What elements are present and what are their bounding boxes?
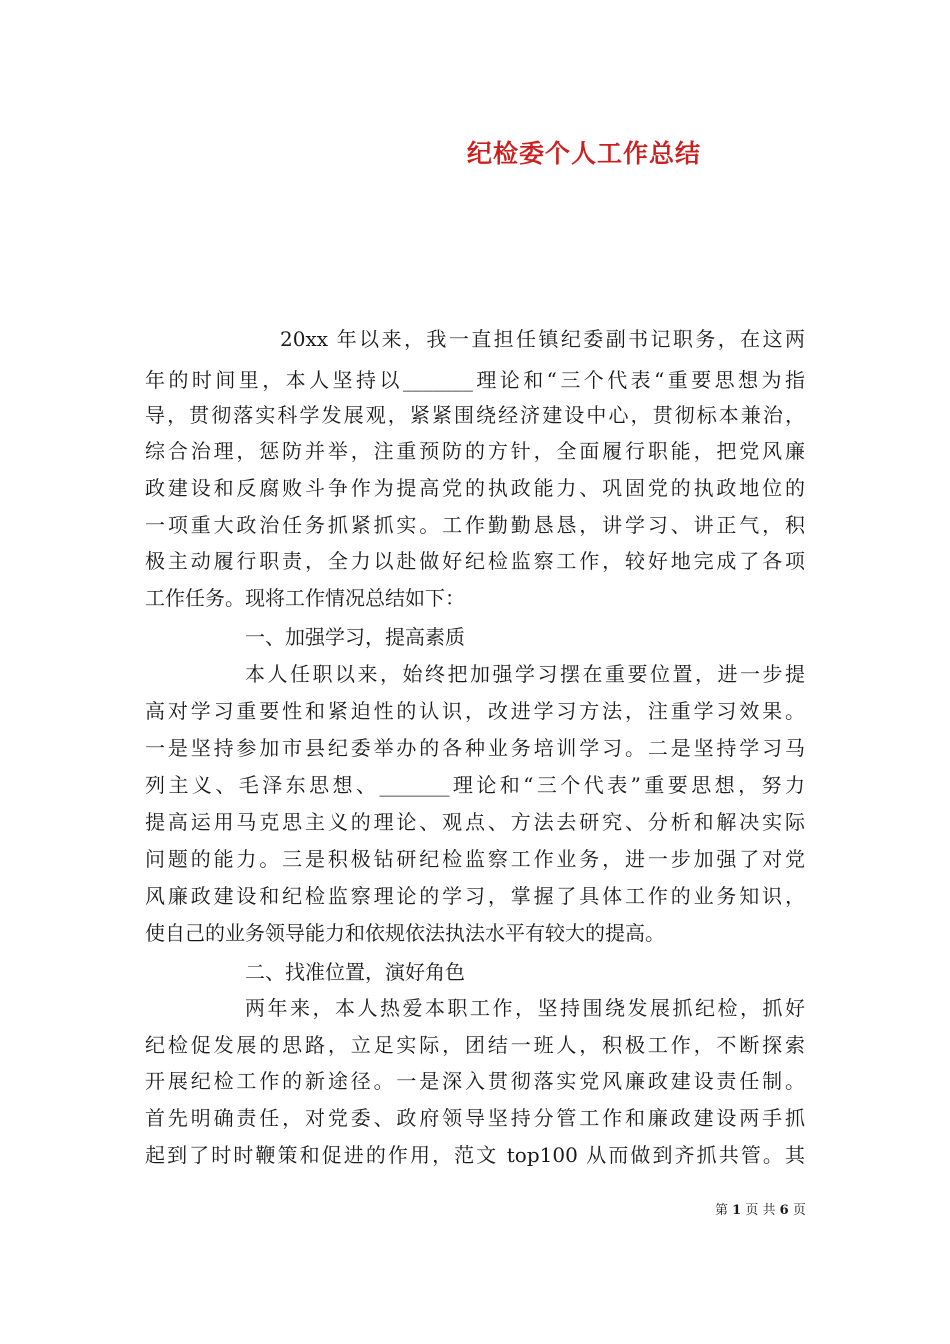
body-line: 政建设和反腐败斗争作为提高党的执政能力、巩固党的执政地位的 [145, 476, 805, 500]
body-line: 导，贯彻落实科学发展观，紧紧围绕经济建设中心，贯彻标本兼治， [145, 403, 805, 427]
body-line: 首先明确责任，对党委、政府领导坚持分管工作和廉政建设两手抓 [145, 1106, 805, 1130]
body-line: 综合治理，惩防并举，注重预防的方针，全面履行职能，把党风廉 [145, 439, 805, 463]
body-line: 起到了时时鞭策和促进的作用，范文 top100 从而做到齐抓共管。其 [145, 1143, 805, 1167]
body-line: 年的时间里，本人坚持以_______理论和“三个代表“重要思想为指 [145, 368, 805, 392]
body-line: 一项重大政治任务抓紧抓实。工作勤勤恳恳，讲学习、讲正气，积 [145, 513, 805, 537]
footer-prefix: 第 [715, 1203, 729, 1218]
section-heading-1: 一、加强学习，提高素质 [245, 625, 465, 649]
footer-middle: 页 共 [745, 1203, 776, 1218]
body-line: 纪检促发展的思路，立足实际，团结一班人，积极工作，不断探索 [145, 1033, 805, 1057]
body-line: 问题的能力。三是积极钻研纪检监察工作业务，进一步加强了对党 [145, 847, 805, 871]
body-line: 一是坚持参加市县纪委举办的各种业务培训学习。二是坚持学习马 [145, 736, 805, 760]
body-line: 提高运用马克思主义的理论、观点、方法去研究、分析和解决实际 [145, 810, 805, 834]
body-line: 高对学习重要性和紧迫性的认识，改进学习方法，注重学习效果。 [145, 699, 805, 723]
body-line: 两年来，本人热爱本职工作，坚持围绕发展抓纪检，抓好 [245, 996, 805, 1020]
body-line: 列主义、毛泽东思想、_______理论和“三个代表”重要思想，努力 [145, 773, 805, 797]
footer-suffix: 页 [792, 1203, 806, 1218]
body-line: 工作任务。现将工作情况总结如下： [145, 586, 465, 610]
page-footer [715, 1202, 815, 1220]
section-heading-2: 二、找准位置，演好角色 [245, 960, 465, 984]
body-line: 20xx 年以来，我一直担任镇纪委副书记职务，在这两 [280, 327, 805, 351]
body-line: 使自己的业务领导能力和依规依法执法水平有较大的提高。 [145, 921, 665, 945]
body-line: 极主动履行职责，全力以赴做好纪检监察工作，较好地完成了各项 [145, 549, 805, 573]
current-page-number: 1 [732, 1203, 742, 1218]
document-title: 纪检委个人工作总结 [466, 139, 701, 168]
body-line: 本人任职以来，始终把加强学习摆在重要位置，进一步提 [245, 662, 805, 686]
total-page-number: 6 [779, 1203, 789, 1218]
body-line: 风廉政建设和纪检监察理论的学习，掌握了具体工作的业务知识， [145, 884, 805, 908]
body-line: 开展纪检工作的新途径。一是深入贯彻落实党风廉政建设责任制。 [145, 1069, 805, 1093]
